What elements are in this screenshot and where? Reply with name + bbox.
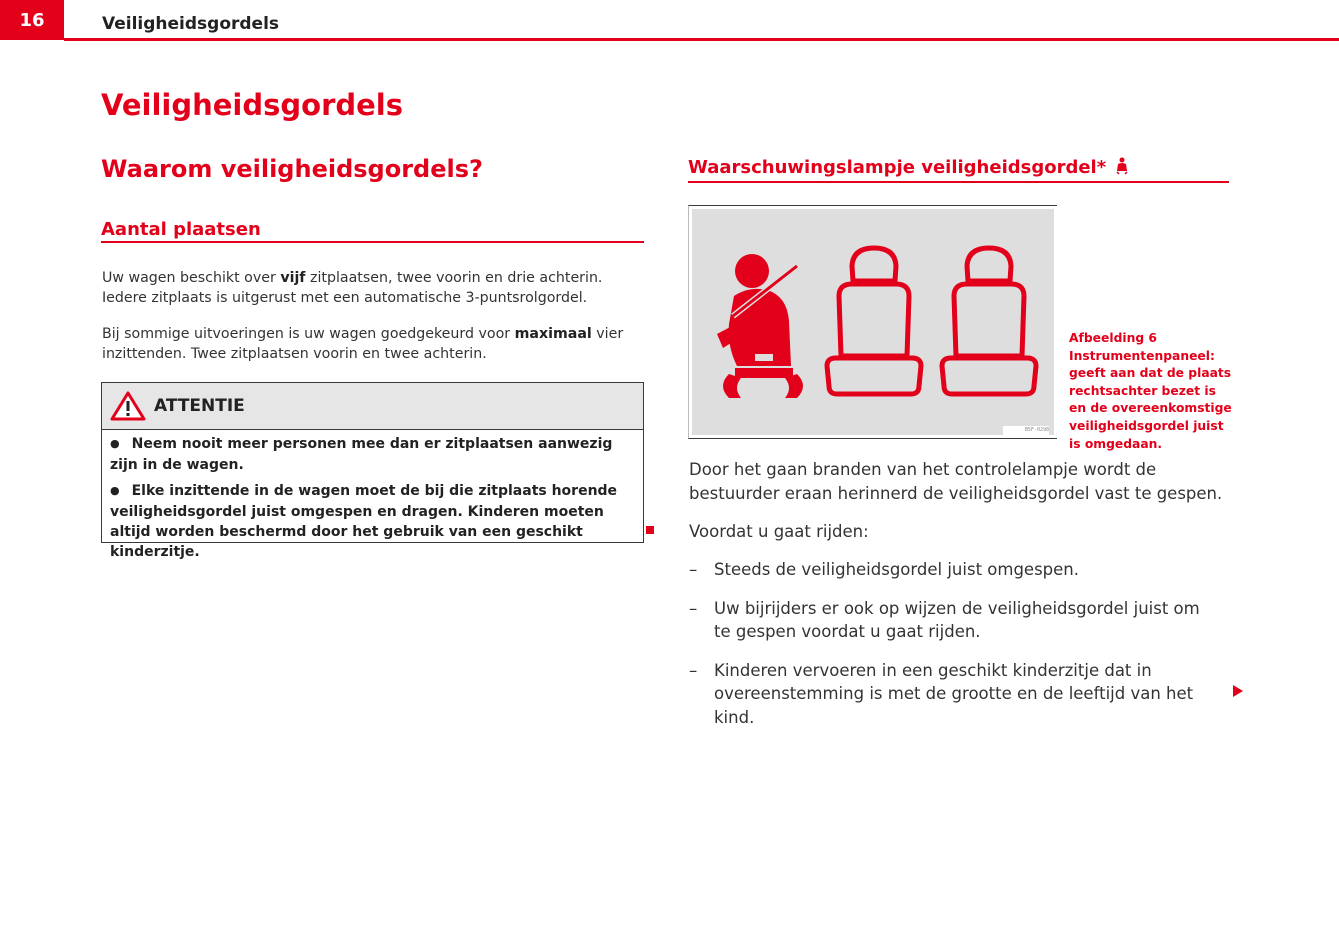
right-section-title: Waarschuwingslampje veiligheidsgordel* [688, 157, 1229, 183]
instrument-panel-figure [688, 205, 1057, 439]
instruction-list [689, 558, 1219, 744]
warning-header [102, 383, 643, 430]
emphasis-five: vijf [280, 270, 306, 286]
page-number: 16 [0, 0, 64, 40]
list-item: – Steeds de veiligheidsgordel juist omgespen. [689, 560, 1080, 579]
list-item: – Kinderen vervoeren in een geschikt kinderzitje dat in overeenstemming is met de grootte en de leeftijd van het kind. [689, 660, 1194, 727]
emphasis-maximum: maximaal [514, 326, 592, 342]
paragraph-before-driving: Voordat u gaat rijden: [689, 522, 869, 541]
warning-item: ● Elke inzittende in de wagen moet de bij die zitplaats horende veiligheidsgordel juist omgespen en dragen. Kinderen moeten altijd worden beschermd door het gebruik van een geschikt kinderzitje. [110, 481, 635, 562]
section-end-marker [646, 526, 654, 534]
page-title: Veiligheidsgordels [101, 88, 403, 122]
warning-list [102, 430, 643, 562]
subsection-title: Aantal plaatsen [101, 219, 644, 243]
warning-item: ● Neem nooit meer personen mee dan er zitplaatsen aanwezig zijn in de wagen. [110, 434, 635, 475]
warning-box [101, 382, 644, 560]
header-rule [64, 38, 1339, 41]
paragraph-seats: Uw wagen beschikt over vijf zitplaatsen, twee voorin en drie achterin. Iedere zitplaats is uitgerust met een automatische 3-puntsrolgordel. [102, 270, 603, 306]
paragraph-max-occupants: Bij sommige uitvoeringen is uw wagen goedgekeurd voor maximaal vier inzittenden. Twee zitplaatsen voorin en twee achterin. [102, 326, 624, 362]
figure-reference-code: B5F-0298 [1024, 427, 1049, 433]
paragraph-warning-lamp: Door het gaan branden van het controlelampje wordt de bestuurder eraan herinnerd de veiligheidsgordel vast te gespen. [689, 460, 1223, 503]
warning-triangle-icon [110, 391, 146, 421]
continue-arrow-icon [1233, 685, 1243, 697]
figure-caption: Afbeelding 6 Instrumentenpaneel: geeft aan dat de plaats rechtsachter bezet is en de overeenkomstige veiligheidsgordel juist is omgedaan. [1069, 331, 1232, 451]
seatbelt-display-illustration [689, 206, 1057, 438]
running-header: Veiligheidsgordels [102, 14, 280, 34]
seatbelt-warning-icon [1114, 157, 1130, 175]
section-title: Waarom veiligheidsgordels? [101, 155, 483, 183]
warning-title: ATTENTIE [154, 396, 245, 416]
list-item: – Uw bijrijders er ook op wijzen de veiligheidsgordel juist om te gespen voordat u gaat rijden. [689, 598, 1200, 641]
